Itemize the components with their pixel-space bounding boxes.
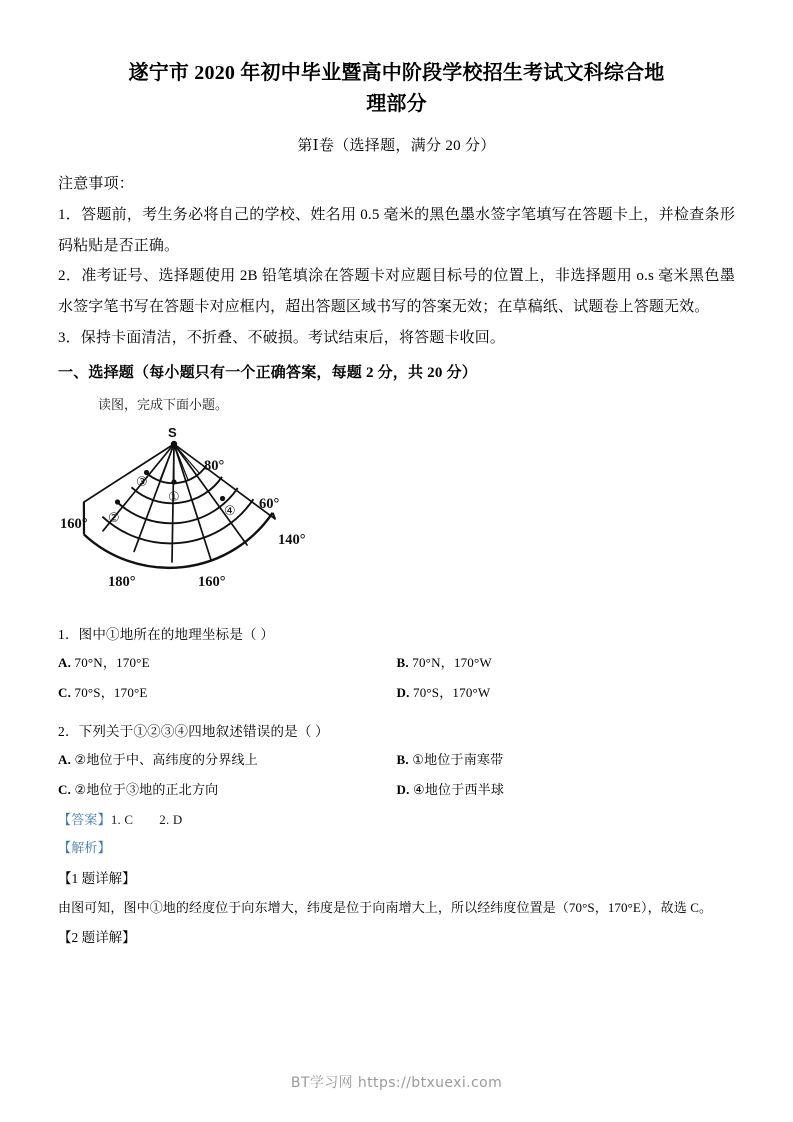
detail-1-body: 由图可知，图中①地的经度位于向东增大，纬度是位于向南增大上，所以经纬度位置是（70°S，170°E），故选 C。 [58,899,713,915]
answer-line [58,806,735,835]
q2-option-b[interactable] [397,745,736,776]
point-dot-4 [220,496,225,501]
q1-option-b-label: B. [396,654,409,670]
notice-item-2: 2．准考证号、选择题使用 2B 铅笔填涂在答题卡对应题目标号的位置上，非选择题用 o.s 毫米黑色墨水签字笔书写在答题卡对应框内，超出答题区域书写的答案无效；在草稿纸、试题卷上答题无效。 [58,268,735,315]
q1-option-c-text: 70°S，170°E [74,685,148,701]
q2-option-a-text: ②地位于中、高纬度的分界线上 [74,751,258,767]
analysis-tag: 【解析】 [58,840,111,856]
footer-watermark: BT学习网 https://btxuexi.com [290,1075,503,1091]
figure-label-80: 80° [204,458,225,475]
figure-label-140: 140° [278,532,306,549]
title-line-1: 遂宁市 2020 年初中毕业暨高中阶段学校招生考试文科综合地 [128,62,665,84]
question-2-stem: 2．下列关于①②③④四地叙述错误的是（ ） [58,723,329,739]
figure-label-60: 60° [259,496,280,513]
answer-item-2: 2. D [159,811,183,827]
q1-option-c[interactable] [58,678,397,709]
figure-label-160-left: 160° [60,516,88,533]
q2-option-b-text: ①地位于南寒带 [412,751,504,767]
q2-option-c[interactable] [58,775,397,806]
notice-item-3: 3．保持卡面清洁，不折叠、不破损。考试结束后，将答题卡收回。 [58,329,506,346]
notice-item-1: 1．答题前，考生务必将自己的学校、姓名用 0.5 毫米的黑色墨水签字笔填写在答题卡上，并检查条形码粘贴是否正确。 [58,206,735,254]
q2-option-b-label: B. [396,751,409,767]
q1-option-a-label: A. [58,654,72,670]
q2-option-c-text: ②地位于③地的正北方向 [74,782,219,798]
answer-item-1: 1. C [110,811,134,827]
q1-option-c-label: C. [58,685,72,701]
page-title [64,0,729,120]
point-dot-2 [115,500,120,505]
answer-tag: 【答案】 [58,811,111,827]
q1-option-d-label: D. [396,685,410,701]
q2-option-c-label: C. [58,782,72,798]
figure-label-180: 180° [108,574,136,591]
polar-sector-figure [60,420,392,612]
figure-point-2: ② [108,511,120,527]
q2-option-d-text: ④地位于西半球 [413,782,505,798]
figure-point-3: ③ [136,475,148,491]
paper-subtitle: 第Ⅰ卷（选择题，满分 20 分） [297,138,496,154]
section-heading: 一、选择题（每小题只有一个正确答案，每题 2 分，共 20 分） [58,364,477,381]
q1-option-d-text: 70°S，170°W [413,685,491,701]
q1-option-d[interactable] [397,678,736,709]
q2-option-a-label: A. [58,751,72,767]
q1-option-a[interactable] [58,648,397,679]
polar-grid-svg [60,420,392,612]
q2-option-d[interactable] [397,775,736,806]
detail-1-heading: 【1 题详解】 [58,870,136,886]
figure-point-1: ① [168,490,180,506]
stem-lead: 读图，完成下面小题。 [98,397,229,413]
point-dot-1 [171,480,176,485]
question-2 [58,719,735,806]
q2-option-a[interactable] [58,745,397,776]
question-1 [58,622,735,709]
pole-dot [171,441,177,447]
detail-2-heading: 【2 题详解】 [58,929,136,945]
question-1-options [58,648,735,709]
question-1-stem: 1．图中①地所在的地理坐标是（ ） [58,627,275,643]
notice-block [58,169,735,354]
question-2-options [58,745,735,806]
figure-point-4: ④ [224,504,236,520]
figure-label-160-bottom: 160° [198,574,226,591]
title-line-2: 理部分 [366,93,427,115]
q2-option-d-label: D. [396,782,410,798]
q1-option-a-text: 70°N，170°E [74,654,150,670]
q1-option-b-text: 70°N，170°W [412,654,492,670]
analysis-line [58,834,735,863]
notice-heading: 注意事项： [58,176,135,192]
q1-option-b[interactable] [397,648,736,679]
figure-pole-label: S [168,425,177,441]
